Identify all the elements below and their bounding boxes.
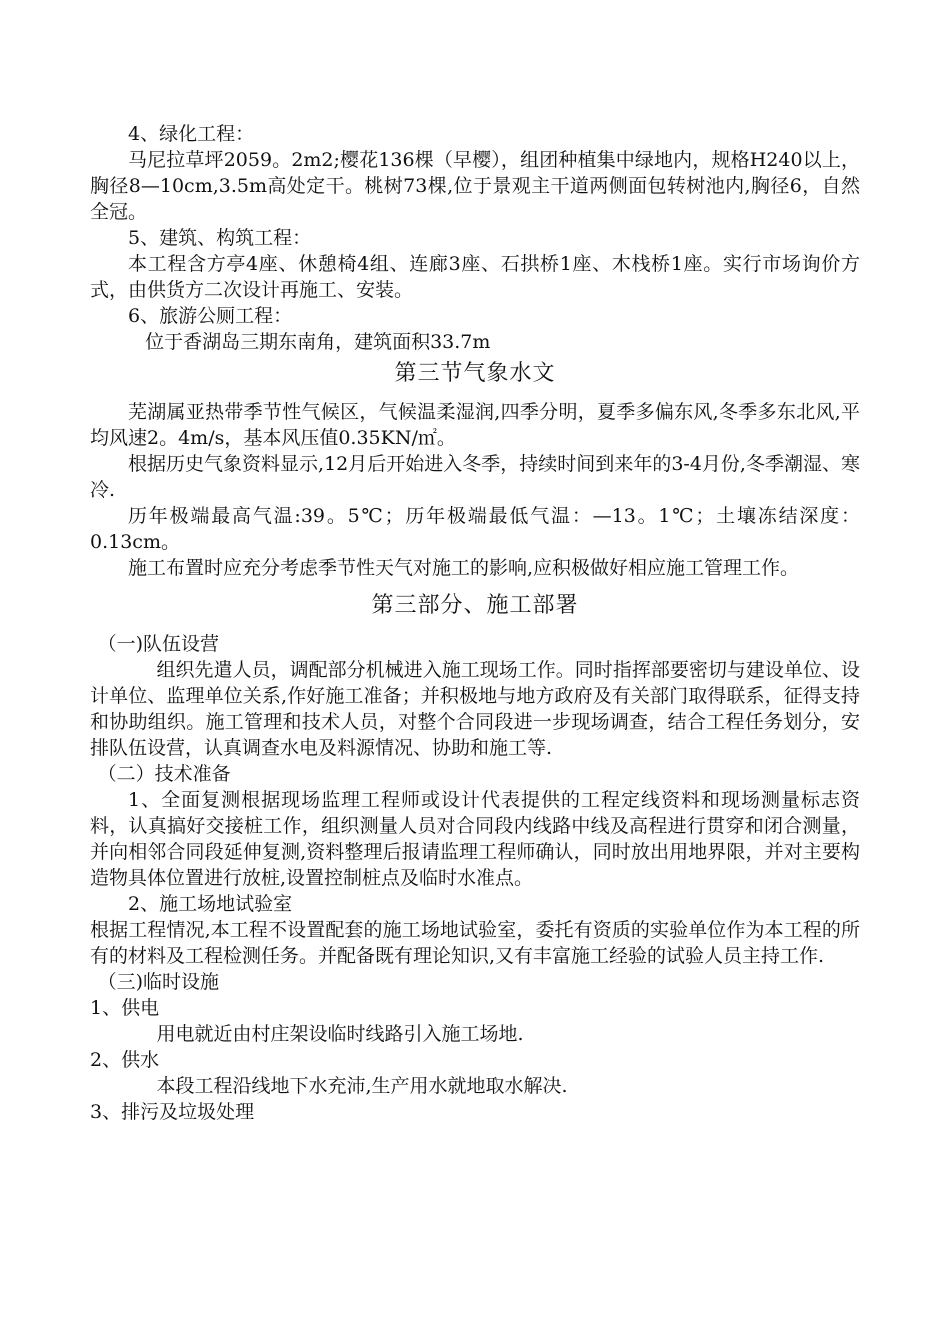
section-6-heading: 6、旅游公厕工程： [128, 305, 293, 327]
lab-heading: 2、施工场地试验室 [128, 893, 293, 915]
team-setup-paragraph: 组织先遣人员，调配部分机械进入施工现场工作。同时指挥部要密切与建设单位、设计单位、监理单位关系,作好施工准备；并积极地与地方政府及有关部门取得联系，征得支持和协助组织。施工管理和技术人员，对整个合同段进一步现场调查，结合工程任务划分，安排队伍设营，认真调查水电及料源情况、协助和施工等. [90, 659, 860, 759]
team-setup-heading: （一)队伍设营 [97, 633, 220, 655]
lab-paragraph: 根据工程情况,本工程不设置配套的施工场地试验室，委托有资质的实验单位作为本工程的所有的材料及工程检测任务。并配备既有理论知识,又有丰富施工经验的试验人员主持工作. [90, 919, 860, 967]
temp-facilities-heading: （三)临时设施 [97, 971, 220, 993]
section-6-paragraph: 位于香湖岛三期东南角，建筑面积33.7m [145, 331, 491, 353]
section-5-heading: 5、建筑、构筑工程： [128, 227, 312, 249]
power-paragraph: 用电就近由村庄架设临时线路引入施工场地. [156, 1023, 524, 1045]
climate-paragraph-3: 历年极端最高气温:39。5℃；历年极端最低气温：—13。1℃；土壤冻结深度：0.13cm。 [90, 505, 860, 553]
water-paragraph: 本段工程沿线地下水充沛,生产用水就地取水解决. [156, 1075, 568, 1097]
deployment-part-title: 第三部分、施工部署 [371, 593, 579, 618]
climate-section-title: 第三节气象水文 [394, 361, 556, 386]
section-4-heading: 4、绿化工程： [128, 123, 255, 145]
tech-prep-paragraph-1: 1、全面复测根据现场监理工程师或设计代表提供的工程定线资料和现场测量标志资料，认真搞好交接桩工作，组织测量人员对合同段内线路中线及高程进行贯穿和闭合测量，并向相邻合同段延伸复测,资料整理后报请监理工程师确认，同时放出用地界限，并对主要构造物具体位置进行放桩,设置控制桩点及临时水准点。 [90, 789, 860, 889]
climate-paragraph-2: 根据历史气象资料显示,12月后开始进入冬季，持续时间到来年的3-4月份,冬季潮湿、寒冷. [90, 453, 860, 501]
water-heading: 2、供水 [90, 1049, 160, 1071]
climate-paragraph-4: 施工布置时应充分考虑季节性天气对施工的影响,应积极做好相应施工管理工作。 [128, 557, 800, 579]
climate-paragraph-1: 芜湖属亚热带季节性气候区，气候温柔湿润,四季分明，夏季多偏东风,冬季多东北风,平均风速2。4m/s，基本风压值0.35KN/㎡。 [90, 401, 860, 449]
section-5-paragraph: 本工程含方亭4座、休憩椅4组、连廊3座、石拱桥1座、木栈桥1座。实行市场询价方式，由供货方二次设计再施工、安装。 [90, 253, 860, 301]
sewage-heading: 3、排污及垃圾处理 [90, 1101, 255, 1123]
power-heading: 1、供电 [90, 997, 160, 1019]
tech-prep-heading: （二）技术准备 [97, 763, 231, 785]
section-4-paragraph: 马尼拉草坪2059。2m2;樱花136棵（早樱），组团种植集中绿地内，规格H240以上，胸径8—10cm,3.5m高处定干。桃树73棵,位于景观主干道两侧面包转树池内,胸径6，自然全冠。 [90, 149, 860, 223]
